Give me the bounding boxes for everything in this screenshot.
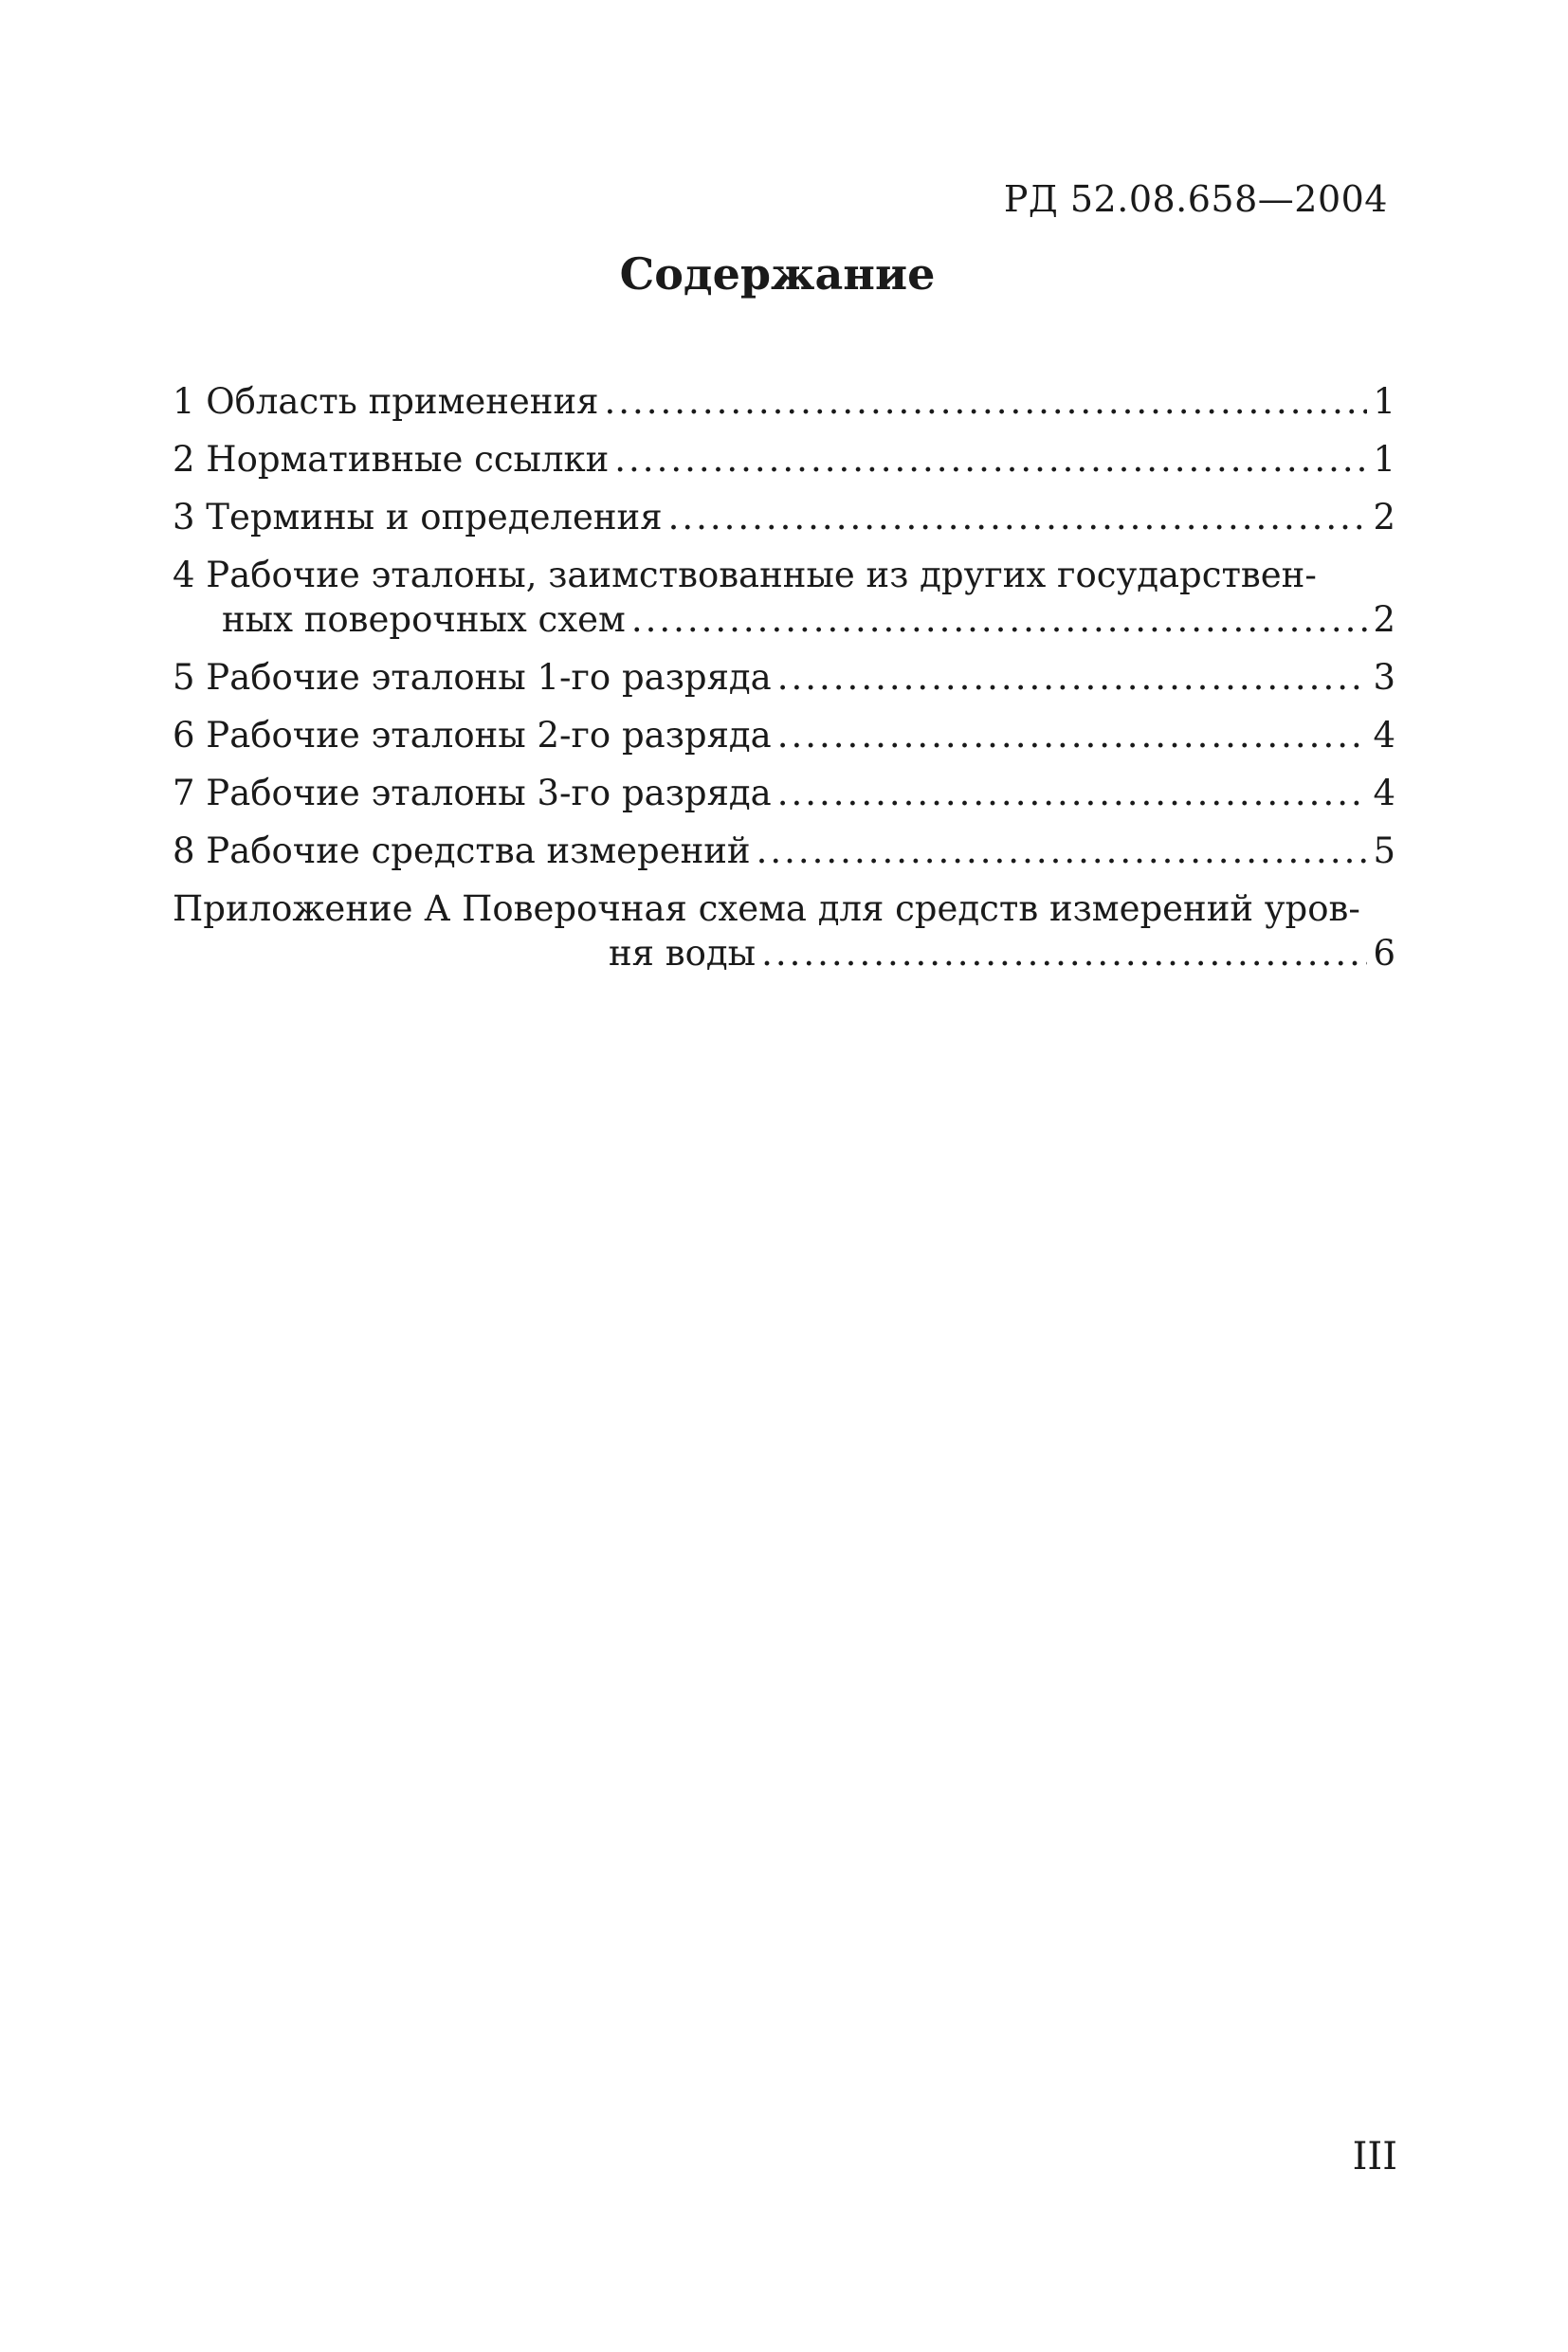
toc-page-number: 2: [1373, 599, 1395, 640]
toc-leader-dots: [777, 771, 1367, 815]
toc-page-number: 1: [1373, 439, 1395, 480]
toc-item-label-line-1: Приложение А Поверочная схема для средств измерений уров-: [173, 888, 1360, 929]
toc-leader-dots: [668, 495, 1367, 539]
toc-item-6[interactable]: [173, 713, 1395, 757]
toc-item-label: 3 Термины и определения: [173, 497, 663, 538]
toc-page-number: 5: [1373, 830, 1395, 871]
toc-item-label-line-1: 4 Рабочие эталоны, заимствованные из других государствен-: [173, 555, 1317, 595]
toc-leader-dots: [614, 437, 1367, 482]
toc-item-7[interactable]: [173, 771, 1395, 815]
toc-page-number: 4: [1373, 773, 1395, 813]
toc-item-label: 1 Область применения: [173, 381, 599, 422]
toc-page-number: 2: [1373, 497, 1395, 538]
toc-item-label: 2 Нормативные ссылки: [173, 439, 610, 480]
toc-page-number: 6: [1373, 933, 1395, 974]
toc-item-label-line-2: ных поверочных схем: [222, 599, 626, 640]
toc-item-label: 5 Рабочие эталоны 1-го разряда: [173, 657, 772, 698]
toc-item-4[interactable]: [173, 553, 1395, 642]
page-number: III: [1352, 2135, 1397, 2179]
toc-item-8[interactable]: [173, 829, 1395, 873]
toc-leader-dots: [777, 713, 1367, 757]
page-title: Содержание: [619, 248, 936, 300]
toc-page-number: 3: [1373, 657, 1395, 698]
toc-leader-dots: [631, 597, 1367, 642]
toc-item-label: 6 Рабочие эталоны 2-го разряда: [173, 715, 772, 756]
toc-item-appendix-a[interactable]: [173, 886, 1395, 975]
toc-item-2[interactable]: [173, 437, 1395, 482]
toc-leader-dots: [757, 829, 1367, 873]
toc-page-number: 1: [1373, 381, 1395, 422]
toc-leader-dots: [761, 931, 1367, 975]
toc-page-number: 4: [1373, 715, 1395, 756]
toc-item-3[interactable]: [173, 495, 1395, 539]
toc-item-1[interactable]: [173, 379, 1395, 424]
toc-item-label: 8 Рабочие средства измерений: [173, 830, 751, 871]
table-of-contents: [173, 379, 1395, 989]
toc-leader-dots: [777, 655, 1367, 700]
toc-leader-dots: [604, 379, 1367, 424]
toc-item-5[interactable]: [173, 655, 1395, 700]
document-code: РД 52.08.658—2004: [1003, 178, 1388, 220]
toc-item-label: 7 Рабочие эталоны 3-го разряда: [173, 773, 772, 813]
toc-item-label-line-2: ня воды: [609, 933, 757, 974]
